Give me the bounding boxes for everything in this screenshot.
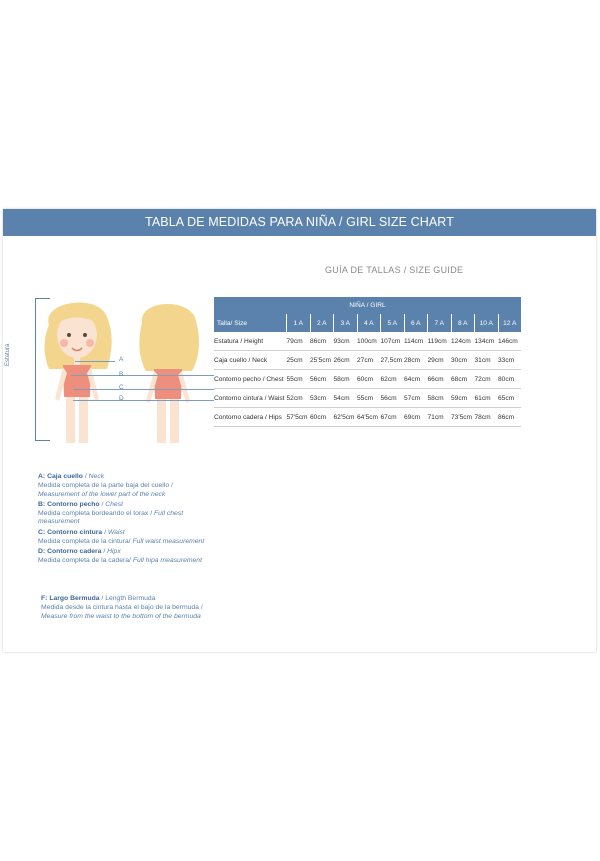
measure-line-d	[73, 400, 217, 401]
table-cell: 64cm	[404, 370, 428, 389]
legend-desc: Medida completa bordeando el torax /	[38, 509, 154, 517]
table-cell: 73'5cm	[451, 408, 475, 427]
size-header-cell: 10 A	[475, 314, 499, 332]
table-cell: 57'5cm	[287, 408, 311, 427]
legend-en-desc: Full chest measurement	[38, 509, 184, 526]
table-cell: 64'5cm	[357, 408, 381, 427]
legend-f-title: Largo Bermuda	[49, 595, 100, 602]
marker-a: A	[119, 356, 124, 363]
table-cell: 61cm	[475, 389, 499, 408]
legend-sep: /	[82, 473, 89, 480]
legend-title: Contorno cadera	[47, 547, 102, 555]
legend-item	[38, 548, 208, 566]
legend-sep: /	[102, 528, 108, 536]
legend-item	[38, 529, 208, 547]
table-cell: 71cm	[428, 408, 452, 427]
table-cell: 55cm	[287, 370, 311, 389]
marker-d: D	[119, 395, 124, 402]
table-cell: 119cm	[428, 332, 452, 351]
table-cell: 86cm	[310, 332, 334, 351]
size-chart-sheet	[3, 209, 596, 652]
size-header-cell: 4 A	[357, 314, 381, 332]
girl-front-illustration	[37, 295, 117, 447]
table-cell: 86cm	[498, 408, 521, 427]
table-cell: 54cm	[334, 389, 358, 408]
legend-en-title: Waist	[107, 528, 125, 536]
table-cell: 60cm	[310, 408, 334, 427]
legend-en-title: Neck	[88, 473, 105, 480]
legend-desc: Medida completa de la parte baja del cuello /	[38, 481, 173, 489]
legend-f-sep: /	[99, 595, 106, 602]
table-cell: 146cm	[498, 332, 521, 351]
table-cell: 68cm	[451, 370, 475, 389]
measurement-legend	[38, 473, 208, 567]
measure-line-c	[73, 389, 217, 390]
legend-en-title: Hipx	[107, 547, 121, 555]
table-cell: 56cm	[381, 389, 405, 408]
table-cell: 30cm	[451, 351, 475, 370]
table-cell: 28cm	[404, 351, 428, 370]
legend-desc: Medida completa de la cintura/	[38, 537, 133, 545]
banner-title: TABLA DE MEDIDAS PARA NIÑA / GIRL SIZE CHART	[3, 209, 596, 236]
table-cell: 65cm	[498, 389, 521, 408]
height-line	[35, 298, 36, 440]
table-row	[214, 332, 521, 351]
legend-f-letter: F:	[41, 595, 48, 602]
table-cell: 33cm	[498, 351, 521, 370]
table-cell: 67cm	[381, 408, 405, 427]
table-cell: 58cm	[334, 370, 358, 389]
table-cell: 26cm	[334, 351, 358, 370]
table-cell: 62cm	[381, 370, 405, 389]
table-cell: 134cm	[475, 332, 499, 351]
legend-sep: /	[101, 547, 108, 555]
legend-en-title: Chest	[105, 500, 123, 508]
guide-title: GUÍA DE TALLAS / SIZE GUIDE	[325, 265, 464, 275]
table-cell: 27cm	[357, 351, 381, 370]
size-header-cell: 6 A	[404, 314, 428, 332]
table-cell: 69cm	[404, 408, 428, 427]
marker-b: B	[119, 371, 124, 378]
table-cell: 53cm	[310, 389, 334, 408]
row-label: Contorno pecho / Chest	[214, 370, 287, 389]
table-cell: 72cm	[475, 370, 499, 389]
size-header-cell: 1 A	[287, 314, 311, 332]
legend-sep: /	[99, 500, 106, 508]
legend-f-desc: Medida desde la cintura hasta el bajo de la bermuda /	[41, 603, 203, 611]
legend-item	[38, 501, 208, 527]
table-row	[214, 408, 521, 427]
table-cell: 25cm	[287, 351, 311, 370]
table-cell: 66cm	[428, 370, 452, 389]
legend-letter: A:	[38, 473, 46, 480]
size-header-cell: 7 A	[428, 314, 452, 332]
table-row	[214, 389, 521, 408]
table-cell: 29cm	[428, 351, 452, 370]
row-label: Estatura / Height	[214, 332, 287, 351]
marker-c: C	[119, 384, 124, 391]
size-table	[214, 297, 521, 427]
size-header-cell: 2 A	[310, 314, 334, 332]
row-label: Caja cuello / Neck	[214, 351, 287, 370]
table-cell: 60cm	[357, 370, 381, 389]
table-cell: 100cm	[357, 332, 381, 351]
table-cell: 80cm	[498, 370, 521, 389]
height-label: Estatura	[5, 343, 11, 366]
table-cell: 27,5cm	[381, 351, 405, 370]
table-cell: 58cm	[428, 389, 452, 408]
table-cell: 57cm	[404, 389, 428, 408]
table-cell: 59cm	[451, 389, 475, 408]
table-cell: 93cm	[334, 332, 358, 351]
legend-letter: D:	[38, 547, 46, 555]
table-cell: 55cm	[357, 389, 381, 408]
size-label-header: Talla/ Size	[214, 314, 287, 332]
size-header-cell: 8 A	[451, 314, 475, 332]
legend-en-desc: Measurement of the lower part of the neck	[38, 490, 166, 498]
table-cell: 107cm	[381, 332, 405, 351]
table-cell: 79cm	[287, 332, 311, 351]
legend-item-f	[41, 595, 211, 621]
legend-item	[38, 473, 208, 499]
measure-line-b	[71, 375, 217, 376]
table-group-header: NIÑA / GIRL	[214, 297, 521, 314]
row-label: Contorno cadera / Hips	[214, 408, 287, 427]
table-cell: 25'5cm	[310, 351, 334, 370]
legend-en-desc: Full waist measurement	[132, 537, 205, 545]
size-header-cell: 12 A	[498, 314, 521, 332]
size-header-row	[214, 314, 521, 332]
legend-en-desc: Full hipa measurement	[132, 556, 202, 564]
table-cell: 124cm	[451, 332, 475, 351]
legend-title: Contorno pecho	[47, 500, 100, 508]
girl-back-illustration	[128, 295, 208, 447]
legend-title: Contorno cintura	[47, 528, 103, 536]
table-cell: 56cm	[310, 370, 334, 389]
table-cell: 114cm	[404, 332, 428, 351]
legend-f-en-desc: Measure from the waist to the bottom of the bermuda	[41, 612, 201, 620]
table-cell: 62'5cm	[334, 408, 358, 427]
size-header-cell: 5 A	[381, 314, 405, 332]
legend-title: Caja cuello	[47, 473, 83, 480]
table-cell: 52cm	[287, 389, 311, 408]
table-cell: 78cm	[475, 408, 499, 427]
measure-line-a	[75, 361, 115, 362]
table-row	[214, 370, 521, 389]
legend-letter: B:	[38, 500, 46, 508]
legend-desc: Medida completa de la cadera/	[38, 556, 133, 564]
table-row	[214, 351, 521, 370]
table-cell: 31cm	[475, 351, 499, 370]
size-table-body	[214, 332, 521, 427]
legend-letter: C:	[38, 528, 46, 536]
row-label: Contorno cintura / Waist	[214, 389, 287, 408]
size-header-cell: 3 A	[334, 314, 358, 332]
legend-f-en-title: Length Bermuda	[105, 595, 156, 602]
